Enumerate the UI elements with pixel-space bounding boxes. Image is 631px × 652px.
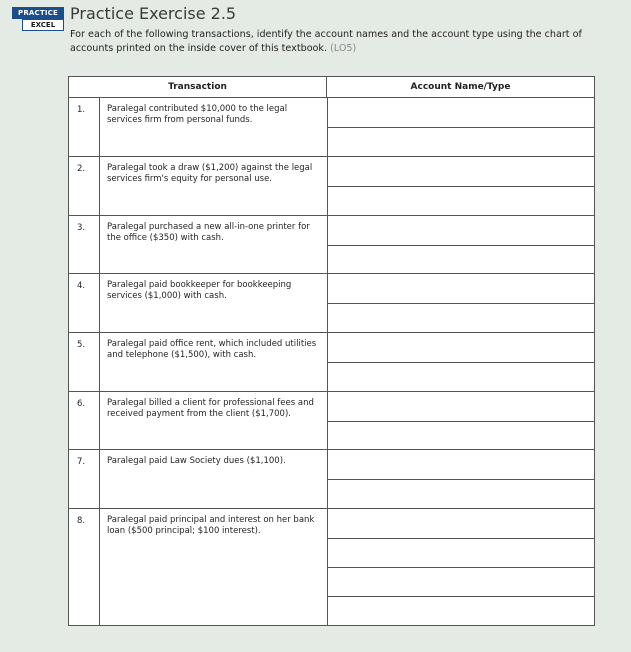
row-number: 4. [77, 281, 86, 291]
answer-line[interactable] [327, 479, 594, 480]
exercise-instructions [70, 28, 610, 56]
table-row [69, 450, 594, 509]
badge-practice-label: PRACTICE [12, 7, 64, 19]
table-row [69, 216, 594, 274]
table-row [69, 98, 594, 157]
row-description: Paralegal paid bookkeeper for bookkeeping services ($1,000) with cash. [107, 280, 292, 301]
row-description: Paralegal purchased a new all-in-one printer for the office ($350) with cash. [107, 222, 310, 243]
answer-line[interactable] [327, 245, 594, 246]
row-description: Paralegal paid Law Society dues ($1,100). [107, 456, 286, 466]
table-row [69, 157, 594, 216]
row-description: Paralegal billed a client for professional fees and received payment from the client ($1,700). [107, 398, 314, 419]
row-description: Paralegal paid office rent, which included utilities and telephone ($1,500), with cash. [107, 339, 317, 360]
practice-excel-badge [12, 7, 64, 31]
row-number: 1. [77, 105, 86, 115]
answer-line[interactable] [327, 186, 594, 187]
answer-line[interactable] [327, 303, 594, 304]
answer-line[interactable] [327, 127, 594, 128]
answer-line[interactable] [327, 538, 594, 539]
row-number: 3. [77, 223, 86, 233]
row-description: Paralegal took a draw ($1,200) against the legal services firm's equity for personal use. [107, 163, 313, 184]
badge-excel-label: EXCEL [22, 19, 64, 31]
row-number: 8. [77, 516, 86, 526]
answer-line[interactable] [327, 362, 594, 363]
row-number: 2. [77, 164, 86, 174]
instructions-text: For each of the following transactions, identify the account names and the account type using the chart of accounts printed on the inside cover of this textbook. [70, 29, 582, 54]
answer-line[interactable] [327, 596, 594, 597]
header-transaction: Transaction [69, 77, 327, 97]
row-number: 6. [77, 399, 86, 409]
table-row [69, 392, 594, 450]
table-header [69, 77, 594, 98]
answer-line[interactable] [327, 421, 594, 422]
table-row [69, 509, 594, 625]
transaction-table [68, 76, 595, 626]
row-description: Paralegal contributed $10,000 to the legal services firm from personal funds. [107, 104, 288, 125]
row-number: 7. [77, 457, 86, 467]
row-number: 5. [77, 340, 86, 350]
exercise-title: Practice Exercise 2.5 [70, 4, 237, 23]
header-account-name-type: Account Name/Type [410, 82, 511, 92]
learning-outcome: (LO5) [330, 43, 357, 54]
table-row [69, 333, 594, 392]
row-description: Paralegal paid principal and interest on her bank loan ($500 principal; $100 interest). [107, 515, 315, 536]
answer-line[interactable] [327, 567, 594, 568]
table-row [69, 274, 594, 333]
